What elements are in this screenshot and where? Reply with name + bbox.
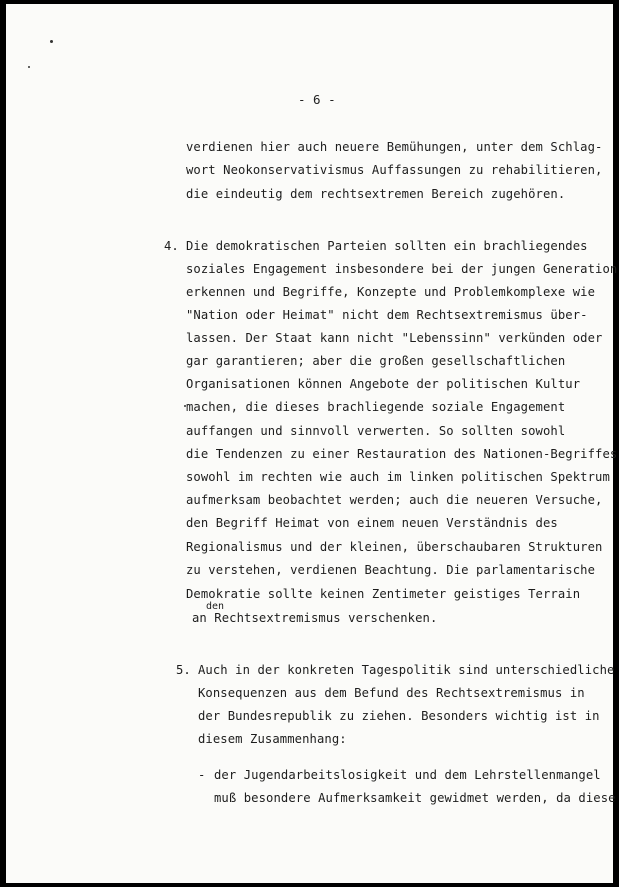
text-line: soziales Engagement insbesondere bei der jungen Generation [186,262,618,276]
text-line: den Begriff Heimat von einem neuen Verständnis des [186,516,558,530]
text-line: Konsequenzen aus dem Befund des Rechtsextremismus in [198,686,585,700]
text-line: machen, die dieses brachliegende soziale Engagement [186,400,566,414]
page-number: - 6 - [298,92,336,107]
text-line: lassen. Der Staat kann nicht "Lebenssinn" verkünden oder [186,331,603,345]
document-page [6,4,618,883]
text-line: die Tendenzen zu einer Restauration des Nationen-Begriffes [186,447,618,461]
text-line: "Nation oder Heimat" nicht dem Rechtsextremismus über- [186,308,588,322]
text-line: muß besondere Aufmerksamkeit gewidmet werden, da diese [214,791,616,805]
text-line: gar garantieren; aber die großen gesellschaftlichen [186,354,566,368]
text-line: Regionalismus und der kleinen, überschaubaren Strukturen [186,540,603,554]
text-line: zu verstehen, verdienen Beachtung. Die parlamentarische [186,563,596,577]
scan-speck [50,40,53,43]
item-number: 4. [164,239,179,253]
text-line: Die demokratischen Parteien sollten ein brachliegendes [186,239,588,253]
text-line: auffangen und sinnvoll verwerten. So sollten sowohl [186,424,566,438]
text-line: aufmerksam beobachtet werden; auch die neueren Versuche, [186,493,603,507]
text-line: an Rechtsextremismus verschenken. [192,611,438,625]
scan-speck [28,66,30,68]
text-line: sowohl im rechten wie auch im linken politischen Spektrum [186,470,610,484]
handwritten-insertion: den [206,601,225,612]
text-line: Organisationen können Angebote der politischen Kultur [186,377,581,391]
item-number: 5. [176,663,191,677]
text-line: der Bundesrepublik zu ziehen. Besonders wichtig ist in [198,709,600,723]
text-line: Auch in der konkreten Tagespolitik sind unterschiedliche [198,663,615,677]
text-line: die eindeutig dem rechtsextremen Bereich zugehören. [186,187,566,201]
text-line: Demokratie sollte keinen Zentimeter geistiges Terrain [186,587,581,601]
text-line: der Jugendarbeitslosigkeit und dem Lehrstellenmangel [214,768,601,782]
text-line: erkennen und Begriffe, Konzepte und Problemkomplexe wie [186,285,596,299]
text-line: diesem Zusammenhang: [198,732,347,746]
bullet-dash: - [198,768,206,782]
text-line: verdienen hier auch neuere Bemühungen, unter dem Schlag- [186,140,603,154]
text-line: wort Neokonservativismus Auffassungen zu rehabilitieren, [186,163,603,177]
